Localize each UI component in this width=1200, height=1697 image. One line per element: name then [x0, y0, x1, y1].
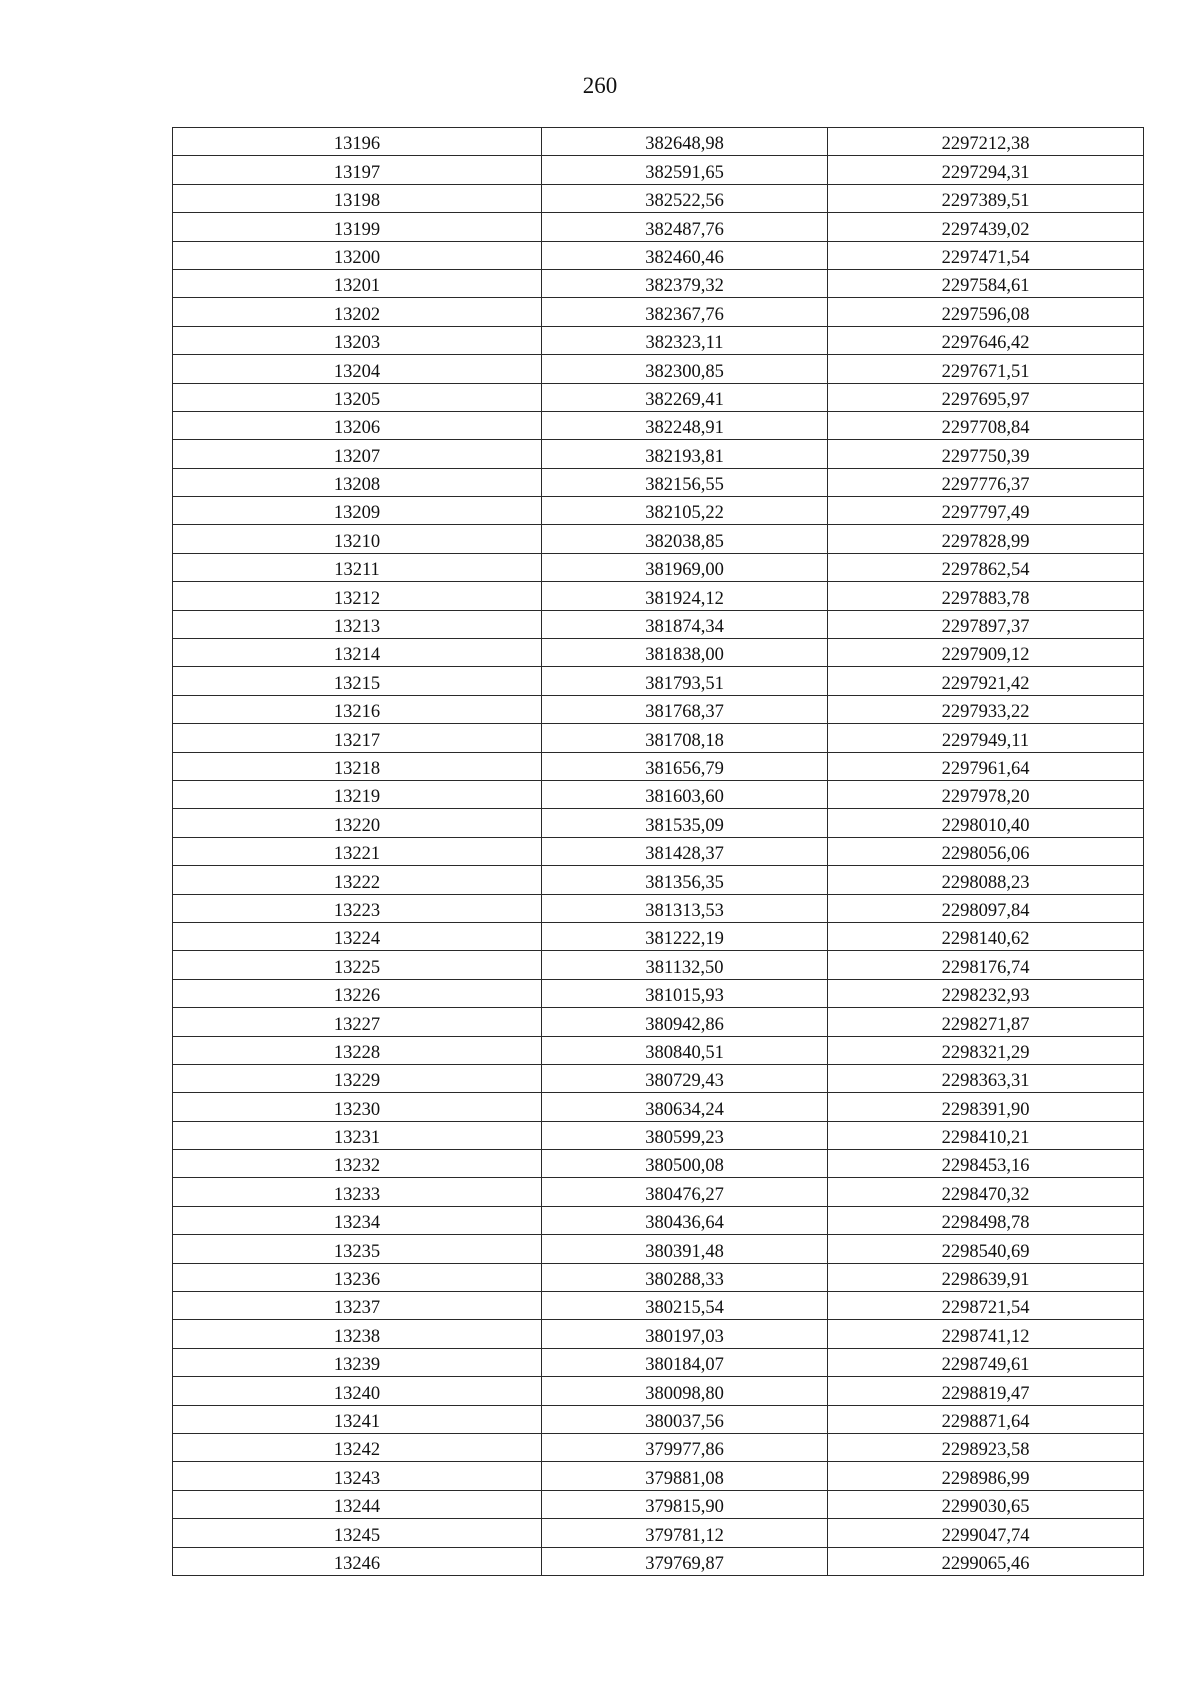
table-row — [173, 979, 1144, 1007]
y-coordinate-cell: 2298741,12 — [828, 1320, 1144, 1348]
x-coordinate-cell: 381924,12 — [542, 582, 828, 610]
x-coordinate-cell: 382460,46 — [542, 241, 828, 269]
table-row — [173, 922, 1144, 950]
y-coordinate-cell: 2299030,65 — [828, 1490, 1144, 1518]
point-number-cell: 13234 — [173, 1206, 542, 1234]
y-coordinate-cell: 2298470,32 — [828, 1178, 1144, 1206]
x-coordinate-cell: 381015,93 — [542, 979, 828, 1007]
point-number-cell: 13216 — [173, 695, 542, 723]
y-coordinate-cell: 2297883,78 — [828, 582, 1144, 610]
point-number-cell: 13246 — [173, 1547, 542, 1575]
table-row — [173, 1547, 1144, 1575]
table-row — [173, 156, 1144, 184]
x-coordinate-cell: 381969,00 — [542, 553, 828, 581]
y-coordinate-cell: 2297862,54 — [828, 553, 1144, 581]
y-coordinate-cell: 2298540,69 — [828, 1235, 1144, 1263]
x-coordinate-cell: 380840,51 — [542, 1036, 828, 1064]
x-coordinate-cell: 379781,12 — [542, 1519, 828, 1547]
table-row — [173, 866, 1144, 894]
x-coordinate-cell: 382487,76 — [542, 213, 828, 241]
y-coordinate-cell: 2297212,38 — [828, 128, 1144, 156]
point-number-cell: 13241 — [173, 1405, 542, 1433]
y-coordinate-cell: 2297439,02 — [828, 213, 1144, 241]
table-row — [173, 411, 1144, 439]
table-row — [173, 1292, 1144, 1320]
x-coordinate-cell: 382323,11 — [542, 326, 828, 354]
x-coordinate-cell: 382038,85 — [542, 525, 828, 553]
point-number-cell: 13211 — [173, 553, 542, 581]
y-coordinate-cell: 2298986,99 — [828, 1462, 1144, 1490]
y-coordinate-cell: 2297646,42 — [828, 326, 1144, 354]
point-number-cell: 13202 — [173, 298, 542, 326]
point-number-cell: 13233 — [173, 1178, 542, 1206]
table-row — [173, 610, 1144, 638]
point-number-cell: 13198 — [173, 184, 542, 212]
table-row — [173, 525, 1144, 553]
y-coordinate-cell: 2297797,49 — [828, 497, 1144, 525]
y-coordinate-cell: 2298453,16 — [828, 1150, 1144, 1178]
table-row — [173, 1150, 1144, 1178]
point-number-cell: 13205 — [173, 383, 542, 411]
table-row — [173, 1178, 1144, 1206]
x-coordinate-cell: 379769,87 — [542, 1547, 828, 1575]
x-coordinate-cell: 380500,08 — [542, 1150, 828, 1178]
point-number-cell: 13214 — [173, 639, 542, 667]
x-coordinate-cell: 381838,00 — [542, 639, 828, 667]
y-coordinate-cell: 2298010,40 — [828, 809, 1144, 837]
y-coordinate-cell: 2298056,06 — [828, 837, 1144, 865]
y-coordinate-cell: 2297921,42 — [828, 667, 1144, 695]
point-number-cell: 13199 — [173, 213, 542, 241]
point-number-cell: 13223 — [173, 894, 542, 922]
x-coordinate-cell: 381313,53 — [542, 894, 828, 922]
table-row — [173, 184, 1144, 212]
table-row — [173, 582, 1144, 610]
point-number-cell: 13239 — [173, 1348, 542, 1376]
point-number-cell: 13219 — [173, 780, 542, 808]
y-coordinate-cell: 2298410,21 — [828, 1121, 1144, 1149]
table-row — [173, 1064, 1144, 1092]
x-coordinate-cell: 381356,35 — [542, 866, 828, 894]
x-coordinate-cell: 382300,85 — [542, 355, 828, 383]
x-coordinate-cell: 380729,43 — [542, 1064, 828, 1092]
y-coordinate-cell: 2297596,08 — [828, 298, 1144, 326]
point-number-cell: 13210 — [173, 525, 542, 553]
point-number-cell: 13236 — [173, 1263, 542, 1291]
y-coordinate-cell: 2297933,22 — [828, 695, 1144, 723]
table-row — [173, 355, 1144, 383]
table-row — [173, 837, 1144, 865]
x-coordinate-cell: 380476,27 — [542, 1178, 828, 1206]
table-row — [173, 1263, 1144, 1291]
y-coordinate-cell: 2298088,23 — [828, 866, 1144, 894]
table-row — [173, 752, 1144, 780]
x-coordinate-cell: 381656,79 — [542, 752, 828, 780]
point-number-cell: 13196 — [173, 128, 542, 156]
y-coordinate-cell: 2298097,84 — [828, 894, 1144, 922]
table-row — [173, 1405, 1144, 1433]
y-coordinate-cell: 2297909,12 — [828, 639, 1144, 667]
y-coordinate-cell: 2297961,64 — [828, 752, 1144, 780]
x-coordinate-cell: 381603,60 — [542, 780, 828, 808]
point-number-cell: 13242 — [173, 1433, 542, 1461]
table-row — [173, 1433, 1144, 1461]
table-row — [173, 468, 1144, 496]
x-coordinate-cell: 380098,80 — [542, 1377, 828, 1405]
y-coordinate-cell: 2298871,64 — [828, 1405, 1144, 1433]
point-number-cell: 13203 — [173, 326, 542, 354]
point-number-cell: 13240 — [173, 1377, 542, 1405]
point-number-cell: 13222 — [173, 866, 542, 894]
x-coordinate-cell: 379881,08 — [542, 1462, 828, 1490]
table-row — [173, 894, 1144, 922]
y-coordinate-cell: 2297294,31 — [828, 156, 1144, 184]
point-number-cell: 13208 — [173, 468, 542, 496]
point-number-cell: 13230 — [173, 1093, 542, 1121]
table-row — [173, 383, 1144, 411]
point-number-cell: 13231 — [173, 1121, 542, 1149]
table-row — [173, 1462, 1144, 1490]
table-row — [173, 809, 1144, 837]
x-coordinate-cell: 381708,18 — [542, 724, 828, 752]
y-coordinate-cell: 2298363,31 — [828, 1064, 1144, 1092]
point-number-cell: 13235 — [173, 1235, 542, 1263]
table-row — [173, 1008, 1144, 1036]
point-number-cell: 13227 — [173, 1008, 542, 1036]
y-coordinate-cell: 2297978,20 — [828, 780, 1144, 808]
point-number-cell: 13232 — [173, 1150, 542, 1178]
y-coordinate-cell: 2298721,54 — [828, 1292, 1144, 1320]
point-number-cell: 13206 — [173, 411, 542, 439]
y-coordinate-cell: 2298819,47 — [828, 1377, 1144, 1405]
point-number-cell: 13221 — [173, 837, 542, 865]
table-row — [173, 1348, 1144, 1376]
y-coordinate-cell: 2297750,39 — [828, 440, 1144, 468]
x-coordinate-cell: 381535,09 — [542, 809, 828, 837]
x-coordinate-cell: 381874,34 — [542, 610, 828, 638]
x-coordinate-cell: 382193,81 — [542, 440, 828, 468]
point-number-cell: 13212 — [173, 582, 542, 610]
point-number-cell: 13218 — [173, 752, 542, 780]
table-row — [173, 213, 1144, 241]
x-coordinate-cell: 380288,33 — [542, 1263, 828, 1291]
x-coordinate-cell: 380436,64 — [542, 1206, 828, 1234]
point-number-cell: 13217 — [173, 724, 542, 752]
y-coordinate-cell: 2298321,29 — [828, 1036, 1144, 1064]
x-coordinate-cell: 382248,91 — [542, 411, 828, 439]
table-row — [173, 639, 1144, 667]
y-coordinate-cell: 2297584,61 — [828, 269, 1144, 297]
x-coordinate-cell: 382648,98 — [542, 128, 828, 156]
point-number-cell: 13244 — [173, 1490, 542, 1518]
table-row — [173, 1036, 1144, 1064]
point-number-cell: 13237 — [173, 1292, 542, 1320]
y-coordinate-cell: 2298498,78 — [828, 1206, 1144, 1234]
table-row — [173, 1519, 1144, 1547]
point-number-cell: 13225 — [173, 951, 542, 979]
table-row — [173, 1377, 1144, 1405]
x-coordinate-cell: 382105,22 — [542, 497, 828, 525]
table-row — [173, 1093, 1144, 1121]
table-row — [173, 1320, 1144, 1348]
point-number-cell: 13209 — [173, 497, 542, 525]
point-number-cell: 13201 — [173, 269, 542, 297]
coordinates-table-body — [173, 128, 1144, 1576]
table-row — [173, 1121, 1144, 1149]
table-row — [173, 269, 1144, 297]
x-coordinate-cell: 380215,54 — [542, 1292, 828, 1320]
x-coordinate-cell: 380634,24 — [542, 1093, 828, 1121]
table-row — [173, 780, 1144, 808]
y-coordinate-cell: 2298749,61 — [828, 1348, 1144, 1376]
y-coordinate-cell: 2297776,37 — [828, 468, 1144, 496]
point-number-cell: 13243 — [173, 1462, 542, 1490]
y-coordinate-cell: 2298140,62 — [828, 922, 1144, 950]
y-coordinate-cell: 2298639,91 — [828, 1263, 1144, 1291]
point-number-cell: 13220 — [173, 809, 542, 837]
y-coordinate-cell: 2299065,46 — [828, 1547, 1144, 1575]
x-coordinate-cell: 380942,86 — [542, 1008, 828, 1036]
table-row — [173, 241, 1144, 269]
point-number-cell: 13228 — [173, 1036, 542, 1064]
y-coordinate-cell: 2298232,93 — [828, 979, 1144, 1007]
x-coordinate-cell: 381793,51 — [542, 667, 828, 695]
x-coordinate-cell: 381222,19 — [542, 922, 828, 950]
table-row — [173, 724, 1144, 752]
x-coordinate-cell: 379977,86 — [542, 1433, 828, 1461]
y-coordinate-cell: 2297708,84 — [828, 411, 1144, 439]
point-number-cell: 13204 — [173, 355, 542, 383]
y-coordinate-cell: 2297389,51 — [828, 184, 1144, 212]
y-coordinate-cell: 2297949,11 — [828, 724, 1144, 752]
y-coordinate-cell: 2298176,74 — [828, 951, 1144, 979]
table-row — [173, 1235, 1144, 1263]
table-row — [173, 553, 1144, 581]
table-row — [173, 497, 1144, 525]
table-row — [173, 1206, 1144, 1234]
y-coordinate-cell: 2299047,74 — [828, 1519, 1144, 1547]
table-row — [173, 667, 1144, 695]
x-coordinate-cell: 382522,56 — [542, 184, 828, 212]
table-row — [173, 440, 1144, 468]
y-coordinate-cell: 2297695,97 — [828, 383, 1144, 411]
x-coordinate-cell: 381428,37 — [542, 837, 828, 865]
x-coordinate-cell: 380599,23 — [542, 1121, 828, 1149]
x-coordinate-cell: 381132,50 — [542, 951, 828, 979]
point-number-cell: 13200 — [173, 241, 542, 269]
x-coordinate-cell: 380197,03 — [542, 1320, 828, 1348]
table-row — [173, 128, 1144, 156]
point-number-cell: 13224 — [173, 922, 542, 950]
x-coordinate-cell: 382269,41 — [542, 383, 828, 411]
point-number-cell: 13226 — [173, 979, 542, 1007]
page-number: 260 — [582, 73, 618, 98]
table-row — [173, 326, 1144, 354]
x-coordinate-cell: 382156,55 — [542, 468, 828, 496]
y-coordinate-cell: 2297897,37 — [828, 610, 1144, 638]
y-coordinate-cell: 2298271,87 — [828, 1008, 1144, 1036]
coordinates-table — [172, 127, 1144, 1576]
x-coordinate-cell: 380391,48 — [542, 1235, 828, 1263]
y-coordinate-cell: 2298391,90 — [828, 1093, 1144, 1121]
x-coordinate-cell: 379815,90 — [542, 1490, 828, 1518]
table-row — [173, 695, 1144, 723]
y-coordinate-cell: 2297471,54 — [828, 241, 1144, 269]
y-coordinate-cell: 2297828,99 — [828, 525, 1144, 553]
point-number-cell: 13207 — [173, 440, 542, 468]
table-row — [173, 298, 1144, 326]
table-row — [173, 1490, 1144, 1518]
x-coordinate-cell: 382367,76 — [542, 298, 828, 326]
x-coordinate-cell: 382591,65 — [542, 156, 828, 184]
point-number-cell: 13197 — [173, 156, 542, 184]
x-coordinate-cell: 380184,07 — [542, 1348, 828, 1376]
x-coordinate-cell: 382379,32 — [542, 269, 828, 297]
table-row — [173, 951, 1144, 979]
point-number-cell: 13245 — [173, 1519, 542, 1547]
y-coordinate-cell: 2298923,58 — [828, 1433, 1144, 1461]
x-coordinate-cell: 380037,56 — [542, 1405, 828, 1433]
point-number-cell: 13229 — [173, 1064, 542, 1092]
point-number-cell: 13213 — [173, 610, 542, 638]
y-coordinate-cell: 2297671,51 — [828, 355, 1144, 383]
point-number-cell: 13215 — [173, 667, 542, 695]
point-number-cell: 13238 — [173, 1320, 542, 1348]
x-coordinate-cell: 381768,37 — [542, 695, 828, 723]
